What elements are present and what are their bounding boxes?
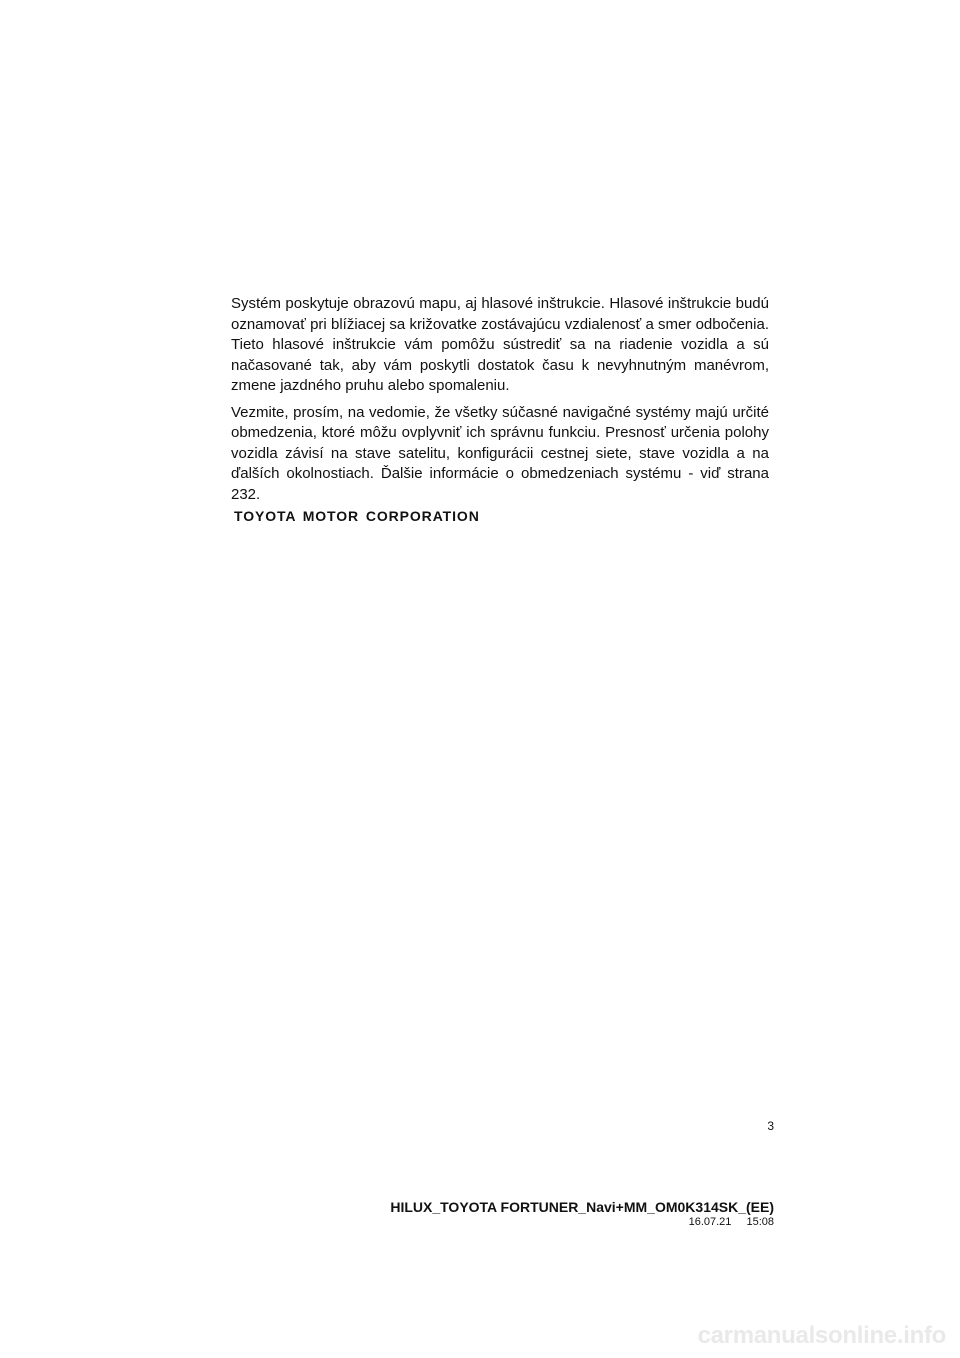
paragraph-limitations: Vezmite, prosím, na vedomie, že všetky súčasné navigačné systémy majú určité obmedzenia, ktoré môžu ovplyvniť ich správnu funkciu. Presnosť určenia polohy vozidla závisí na stave satelitu, konfigurácii cestnej siete, stave vozidla a na ďalších okolnostiach. Ďalšie informácie o obmedzeniach systému - viď strana 232. <box>231 403 769 503</box>
watermark: carmanualsonline.info <box>697 1322 946 1349</box>
print-time: 15:08 <box>746 1216 774 1228</box>
page-number: 3 <box>767 1119 774 1133</box>
print-timestamp <box>390 1216 774 1229</box>
company-name: TOYOTA MOTOR CORPORATION <box>234 508 480 524</box>
body-text <box>231 294 769 511</box>
paragraph-voice-guidance: Systém poskytuje obrazovú mapu, aj hlasové inštrukcie. Hlasové inštrukcie budú oznamovať pri blížiacej sa križovatke zostávajúcu vzdialenosť a smer odbočenia. Tieto hlasové inštrukcie vám pomôžu sústrediť sa na riadenie vozidla a sú načasované tak, aby vám poskytli dostatok času k nevyhnutným manévrom, zmene jazdného pruhu alebo spomaleniu. <box>231 295 769 394</box>
print-date: 16.07.21 <box>688 1216 732 1228</box>
footer <box>390 1199 774 1229</box>
document-code: HILUX_TOYOTA FORTUNER_Navi+MM_OM0K314SK_(EE) <box>390 1199 774 1215</box>
